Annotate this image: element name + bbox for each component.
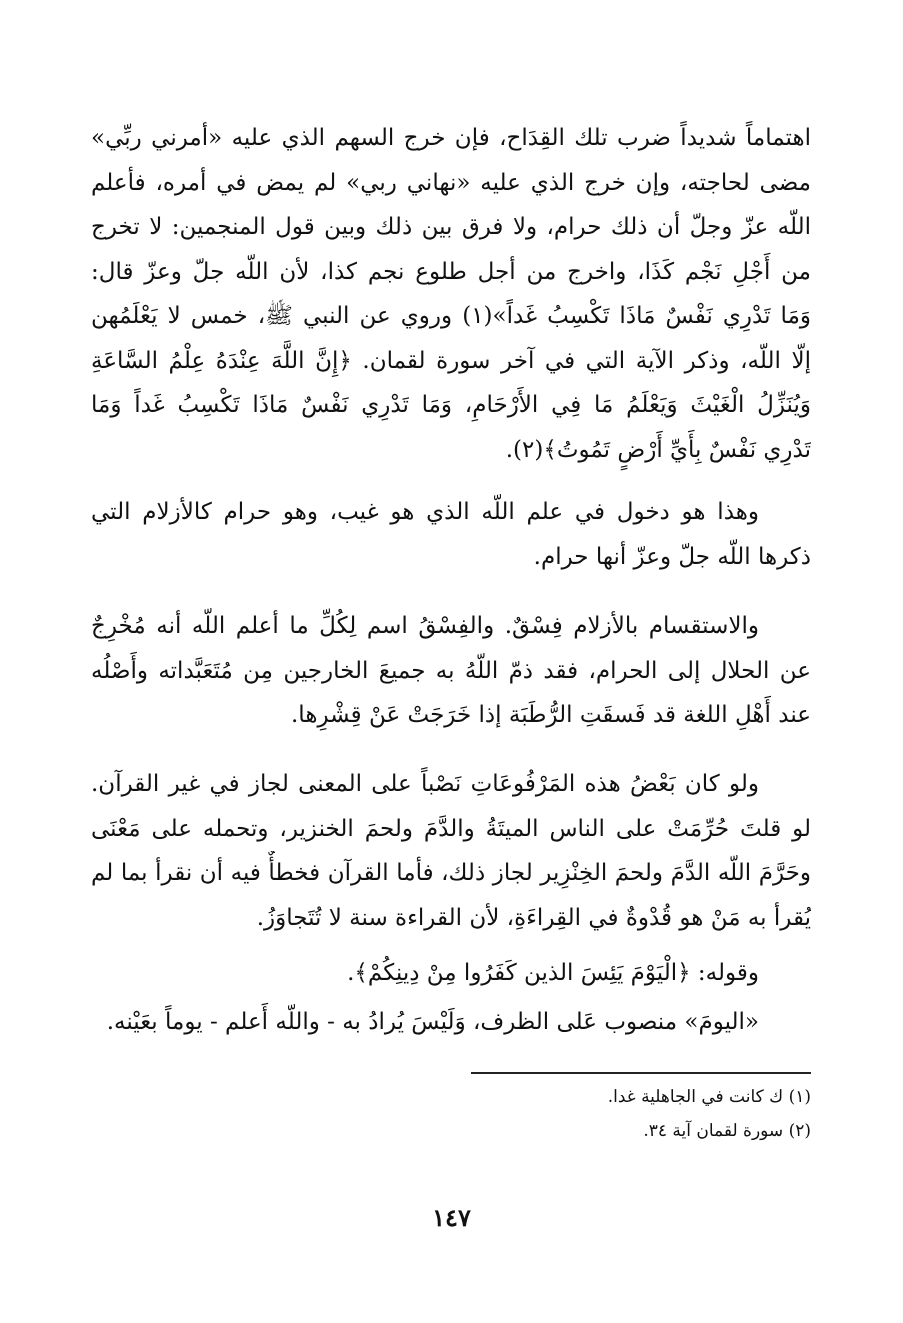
- text-line: والاستقسام بالأزلام فِسْقٌ. والفِسْقُ اسم لِكُلِّ ما أعلم اللّه أنه مُخْرِجٌ: [91, 613, 759, 639]
- text-line: عن الحلال إلى الحرام، فقد ذمّ اللّهُ به جميعَ الخارجين مِن مُتَعَبَّداته وأَصْلُه: [91, 657, 811, 684]
- text-line: لو قلتَ حُرِّمَتْ على الناس الميتَةُ والدَّمَ ولحمَ الخنزير، وتحمله على مَعْنَى: [91, 815, 811, 842]
- text-line: يُقرأ به مَنْ هو قُدْوةٌ في القِراءَةِ، لأن القراءة سنة لا تُتَجاوَزُ.: [256, 904, 811, 931]
- page-number: ١٤٧: [432, 1203, 471, 1232]
- text-line: اللّه عزّ وجلّ أن ذلك حرام، ولا فرق بين ذلك وبين قول المنجمين: لا تخرج: [91, 214, 811, 240]
- text-line: من أَجْلِ نَجْم كَذَا، واخرج من أجل طلوع نجم كذا، لأن اللّه جلّ وعزّ قال:: [91, 258, 811, 285]
- paragraph-1: [91, 116, 811, 472]
- text-line: وقوله: ﴿الْيَوْمَ يَئِسَ الذين كَفَرُوا مِنْ دِينِكُمْ﴾.: [347, 960, 759, 986]
- text-line: «اليومَ» منصوب عَلى الظرف، وَلَيْسَ يُرادُ به - واللّه أَعلم - يوماً بعَيْنه.: [106, 1009, 759, 1035]
- text-line: وَيُنَزِّلُ الْغَيْثَ وَيَعْلَمُ مَا فِي الأَرْحَامِ، وَمَا تَدْرِي نَفْسٌ مَاذَا تَكْسِبُ غَداً وَمَا: [91, 392, 811, 418]
- paragraph-6: [91, 1000, 811, 1045]
- paragraph-2: [91, 490, 811, 579]
- text-line: ذكرها اللّه جلّ وعزّ أنها حرام.: [533, 543, 811, 570]
- text-line: اهتماماً شديداً ضرب تلك القِدَاح، فإن خرج السهم الذي عليه «أمرني ربِّي»: [91, 125, 811, 151]
- paragraph-3: [91, 604, 811, 738]
- footnote-1: (١) ك كانت في الجاهلية غدا.: [607, 1087, 811, 1107]
- footnote-2: (٢) سورة لقمان آية ٣٤.: [643, 1121, 811, 1141]
- text-line: وحَرَّمَ اللّه الدَّمَ ولحمَ الخِنْزِير لجاز ذلك، فأما القرآن فخطأٌ فيه أن نقرأ بما لم: [91, 860, 811, 886]
- text-line: مضى لحاجته، وإن خرج الذي عليه «نهاني ربي» لم يمض في أمره، فأعلم: [91, 169, 811, 196]
- text-line: وَمَا تَدْرِي نَفْسٌ مَاذَا تَكْسِبُ غَداً»(١) وروي عن النبي ﷺ، خمس لا يَعْلَمُهن: [91, 303, 811, 329]
- text-line: تَدْرِي نَفْسٌ بِأَيِّ أَرْضٍ تَمُوتُ﴾(٢).: [505, 436, 811, 463]
- text-line: عند أَهْلِ اللغة قد فَسقَتِ الرُّطَبَة إذا خَرَجَتْ عَنْ قِشْرِها.: [291, 702, 811, 728]
- text-line: إلّا اللّه، وذكر الآية التي في آخر سورة لقمان. ﴿إِنَّ اللَّهَ عِنْدَهُ عِلْمُ السَّاعَةِ: [91, 347, 811, 374]
- footnote-divider: [471, 1072, 811, 1074]
- paragraph-5: [91, 951, 811, 996]
- paragraph-4: [91, 762, 811, 940]
- text-line: وهذا هو دخول في علم اللّه الذي هو غيب، وهو حرام كالأزلام التي: [91, 499, 759, 525]
- footnotes: [91, 1080, 811, 1148]
- text-line: ولو كان بَعْضُ هذه المَرْفُوعَاتِ نَصْباً على المعنى لجاز في غير القرآن.: [91, 771, 759, 797]
